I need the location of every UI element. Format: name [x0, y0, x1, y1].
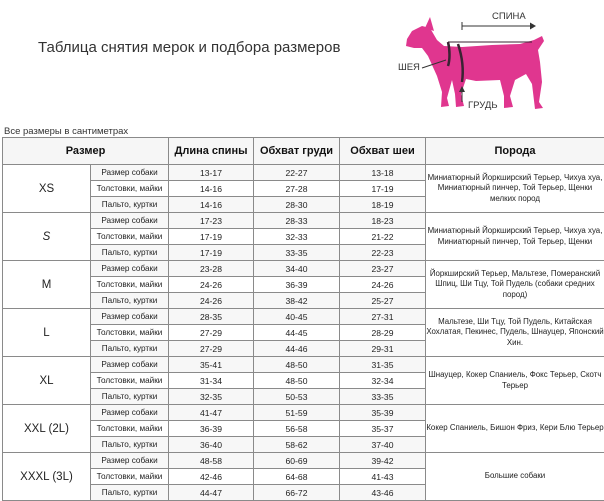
chest-value: 56-58 [254, 421, 340, 437]
measure-type: Размер собаки [91, 309, 169, 325]
breed-list: Мальтезе, Ши Тцу, Той Пудель, Китайская Хохлатая, Пекинес, Пудель, Шнауцер, Японский Хин. [426, 309, 604, 357]
header-back-length: Длина спины [169, 138, 254, 165]
back-label: СПИНА [492, 11, 526, 22]
back-length-value: 27-29 [169, 341, 254, 357]
chest-value: 34-40 [254, 261, 340, 277]
neck-value: 23-27 [340, 261, 426, 277]
neck-value: 18-19 [340, 197, 426, 213]
chest-value: 44-45 [254, 325, 340, 341]
neck-value: 33-35 [340, 389, 426, 405]
dog-silhouette [406, 17, 544, 109]
size-label: M [3, 261, 91, 309]
measure-type: Пальто, куртки [91, 293, 169, 309]
neck-label: ШЕЯ [398, 62, 420, 73]
measure-type: Пальто, куртки [91, 341, 169, 357]
back-length-value: 24-26 [169, 277, 254, 293]
chest-value: 48-50 [254, 373, 340, 389]
measure-type: Размер собаки [91, 213, 169, 229]
page-title: Таблица снятия мерок и подбора размеров [38, 39, 340, 56]
measure-type: Размер собаки [91, 405, 169, 421]
size-label: S [3, 213, 91, 261]
neck-value: 32-34 [340, 373, 426, 389]
measure-type: Пальто, куртки [91, 197, 169, 213]
neck-value: 24-26 [340, 277, 426, 293]
back-length-value: 41-47 [169, 405, 254, 421]
measure-type: Толстовки, майки [91, 181, 169, 197]
size-label: XXL (2L) [3, 405, 91, 453]
chest-value: 22-27 [254, 165, 340, 181]
back-length-value: 23-28 [169, 261, 254, 277]
chest-value: 27-28 [254, 181, 340, 197]
table-header-row [3, 138, 604, 165]
table-row [3, 309, 604, 325]
back-length-value: 48-58 [169, 453, 254, 469]
chest-value: 40-45 [254, 309, 340, 325]
neck-value: 35-37 [340, 421, 426, 437]
header-neck: Обхват шеи [340, 138, 426, 165]
measure-type: Пальто, куртки [91, 245, 169, 261]
neck-value: 27-31 [340, 309, 426, 325]
neck-value: 37-40 [340, 437, 426, 453]
table-row [3, 213, 604, 229]
measure-type: Пальто, куртки [91, 485, 169, 501]
size-label: XL [3, 357, 91, 405]
breed-list: Большие собаки [426, 453, 604, 501]
table-row [3, 405, 604, 421]
chest-value: 58-62 [254, 437, 340, 453]
size-label: XXXL (3L) [3, 453, 91, 501]
header-size: Размер [3, 138, 169, 165]
chest-value: 48-50 [254, 357, 340, 373]
neck-value: 43-46 [340, 485, 426, 501]
breed-list: Йоркширский Терьер, Мальтезе, Померанский Шпиц, Ши Тцу, Той Пудель (собаки средних пород) [426, 261, 604, 309]
chest-value: 36-39 [254, 277, 340, 293]
back-length-value: 17-19 [169, 245, 254, 261]
size-label: XS [3, 165, 91, 213]
chest-value: 64-68 [254, 469, 340, 485]
chest-value: 60-69 [254, 453, 340, 469]
neck-value: 31-35 [340, 357, 426, 373]
measure-type: Толстовки, майки [91, 469, 169, 485]
breed-list: Миниатюрный Йоркширский Терьер, Чихуа хуа, Миниатюрный пинчер, Той Терьер, Щенки [426, 213, 604, 261]
back-length-value: 44-47 [169, 485, 254, 501]
neck-value: 18-23 [340, 213, 426, 229]
back-length-value: 17-23 [169, 213, 254, 229]
back-length-value: 28-35 [169, 309, 254, 325]
back-length-value: 36-39 [169, 421, 254, 437]
measure-type: Толстовки, майки [91, 325, 169, 341]
measure-type: Толстовки, майки [91, 421, 169, 437]
table-row [3, 453, 604, 469]
chest-value: 44-46 [254, 341, 340, 357]
dog-measurement-diagram [392, 4, 562, 124]
measure-type: Пальто, куртки [91, 389, 169, 405]
breed-list: Шнауцер, Кокер Спаниель, Фокс Терьер, Скотч Терьер [426, 357, 604, 405]
back-length-value: 13-17 [169, 165, 254, 181]
table-row [3, 261, 604, 277]
measure-type: Толстовки, майки [91, 229, 169, 245]
neck-value: 41-43 [340, 469, 426, 485]
chest-value: 33-35 [254, 245, 340, 261]
breed-list: Кокер Спаниель, Бишон Фриз, Кери Блю Терьер [426, 405, 604, 453]
size-table-body [3, 165, 604, 501]
chest-value: 28-30 [254, 197, 340, 213]
neck-value: 29-31 [340, 341, 426, 357]
size-table [2, 137, 604, 501]
back-length-value: 27-29 [169, 325, 254, 341]
chest-value: 51-59 [254, 405, 340, 421]
neck-value: 22-23 [340, 245, 426, 261]
neck-value: 28-29 [340, 325, 426, 341]
chest-value: 38-42 [254, 293, 340, 309]
back-length-value: 24-26 [169, 293, 254, 309]
chest-value: 50-53 [254, 389, 340, 405]
measure-type: Толстовки, майки [91, 373, 169, 389]
back-length-value: 14-16 [169, 181, 254, 197]
measure-type: Пальто, куртки [91, 437, 169, 453]
measure-type: Толстовки, майки [91, 277, 169, 293]
neck-value: 13-18 [340, 165, 426, 181]
table-row [3, 165, 604, 181]
back-measure-arrow [462, 22, 536, 30]
back-length-value: 42-46 [169, 469, 254, 485]
back-length-value: 14-16 [169, 197, 254, 213]
chest-label: ГРУДЬ [468, 100, 498, 111]
chest-value: 32-33 [254, 229, 340, 245]
chest-value: 28-33 [254, 213, 340, 229]
measure-type: Размер собаки [91, 453, 169, 469]
measure-type: Размер собаки [91, 357, 169, 373]
neck-value: 35-39 [340, 405, 426, 421]
back-length-value: 32-35 [169, 389, 254, 405]
measure-type: Размер собаки [91, 261, 169, 277]
neck-value: 21-22 [340, 229, 426, 245]
back-length-value: 36-40 [169, 437, 254, 453]
chest-value: 66-72 [254, 485, 340, 501]
back-length-value: 35-41 [169, 357, 254, 373]
neck-value: 25-27 [340, 293, 426, 309]
header-chest: Обхват груди [254, 138, 340, 165]
table-row [3, 357, 604, 373]
units-note: Все размеры в сантиметрах [4, 126, 128, 137]
neck-value: 17-19 [340, 181, 426, 197]
measure-type: Размер собаки [91, 165, 169, 181]
neck-value: 39-42 [340, 453, 426, 469]
size-label: L [3, 309, 91, 357]
back-length-value: 17-19 [169, 229, 254, 245]
breed-list: Миниатюрный Йоркширский Терьер, Чихуа хуа, Миниатюрный пинчер, Той Терьер, Щенки мелких пород [426, 165, 604, 213]
header-breed: Порода [426, 138, 604, 165]
back-length-value: 31-34 [169, 373, 254, 389]
